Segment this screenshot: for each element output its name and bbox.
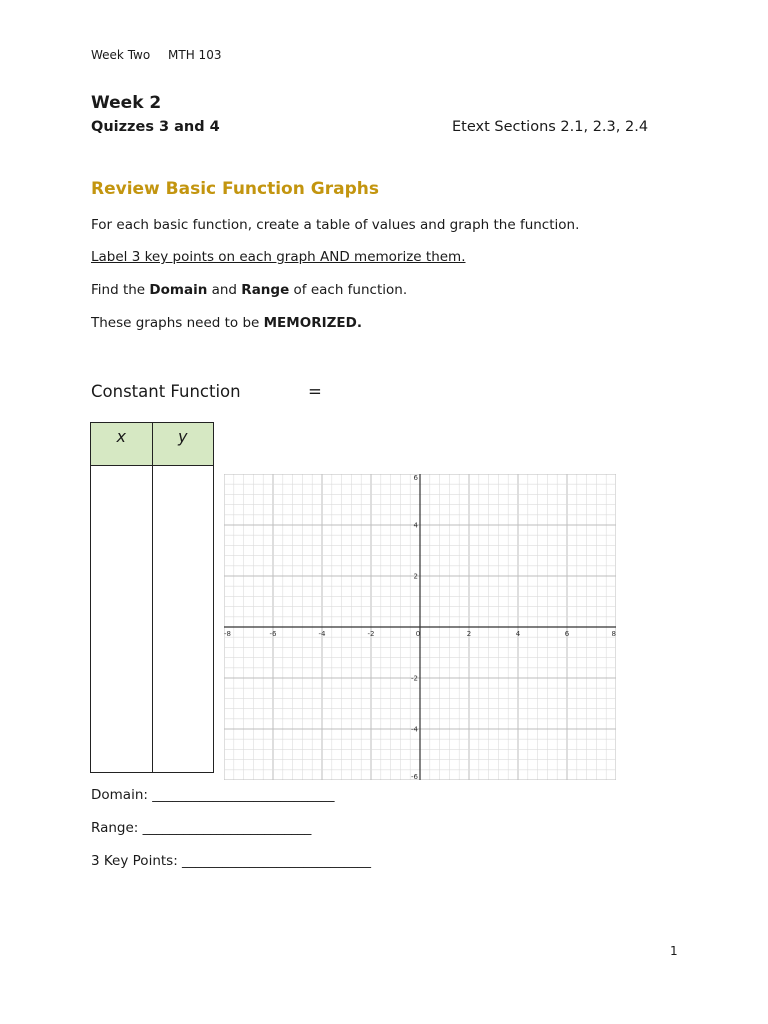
x-tick-label: 6	[564, 630, 570, 638]
running-header	[91, 48, 221, 62]
x-tick-label: -6	[269, 630, 277, 638]
x-tick-label: -8	[224, 630, 231, 638]
instruction-memorize	[91, 315, 362, 331]
domain-bold: Domain	[149, 282, 208, 298]
range-bold: Range	[241, 282, 290, 298]
p3-text-c: and	[207, 282, 242, 298]
x-tick-label: 4	[515, 630, 521, 638]
instruction-domain-range	[91, 282, 407, 298]
header-week: Week Two	[91, 48, 151, 62]
x-tick-label: -2	[367, 630, 375, 638]
range-fill-in[interactable]: Range: _________________________	[91, 820, 312, 836]
x-tick-label: 0	[415, 630, 421, 638]
y-tick-label: -4	[411, 725, 418, 734]
table-cell-x[interactable]	[91, 466, 153, 773]
etext-sections: Etext Sections 2.1, 2.3, 2.4	[452, 119, 649, 135]
function-equals: =	[308, 382, 322, 401]
x-tick-label: -4	[318, 630, 326, 638]
y-tick-label: 4	[413, 521, 418, 530]
header-course: MTH 103	[168, 48, 222, 62]
table-header-y: y	[152, 423, 214, 466]
table-cell-y[interactable]	[152, 466, 214, 773]
function-title: Constant Function	[91, 382, 241, 401]
p3-text-a: Find the	[91, 282, 150, 298]
memorized-bold: MEMORIZED.	[263, 315, 362, 331]
page-number: 1	[670, 944, 678, 958]
p3-text-e: of each function.	[289, 282, 408, 298]
values-table	[90, 422, 214, 773]
key-points-fill-in[interactable]: 3 Key Points: ____________________________	[91, 853, 372, 869]
y-tick-label: 6	[413, 474, 418, 482]
table-header-x: x	[91, 423, 153, 466]
instruction-label-key-points: Label 3 key points on each graph AND memorize them.	[91, 249, 466, 265]
quizzes-label: Quizzes 3 and 4	[91, 119, 220, 135]
x-tick-label: 2	[466, 630, 472, 638]
p4-text-a: These graphs need to be	[91, 315, 264, 331]
section-title: Review Basic Function Graphs	[91, 179, 379, 199]
instruction-table-of-values: For each basic function, create a table of values and graph the function.	[91, 217, 580, 233]
y-tick-label: -6	[411, 773, 418, 780]
coordinate-grid[interactable]	[224, 474, 616, 780]
domain-fill-in[interactable]: Domain: ___________________________	[91, 787, 335, 803]
y-tick-label: -2	[411, 674, 418, 683]
x-tick-label: 8	[611, 630, 616, 638]
y-tick-label: 2	[413, 572, 418, 581]
week-title: Week 2	[91, 93, 162, 113]
